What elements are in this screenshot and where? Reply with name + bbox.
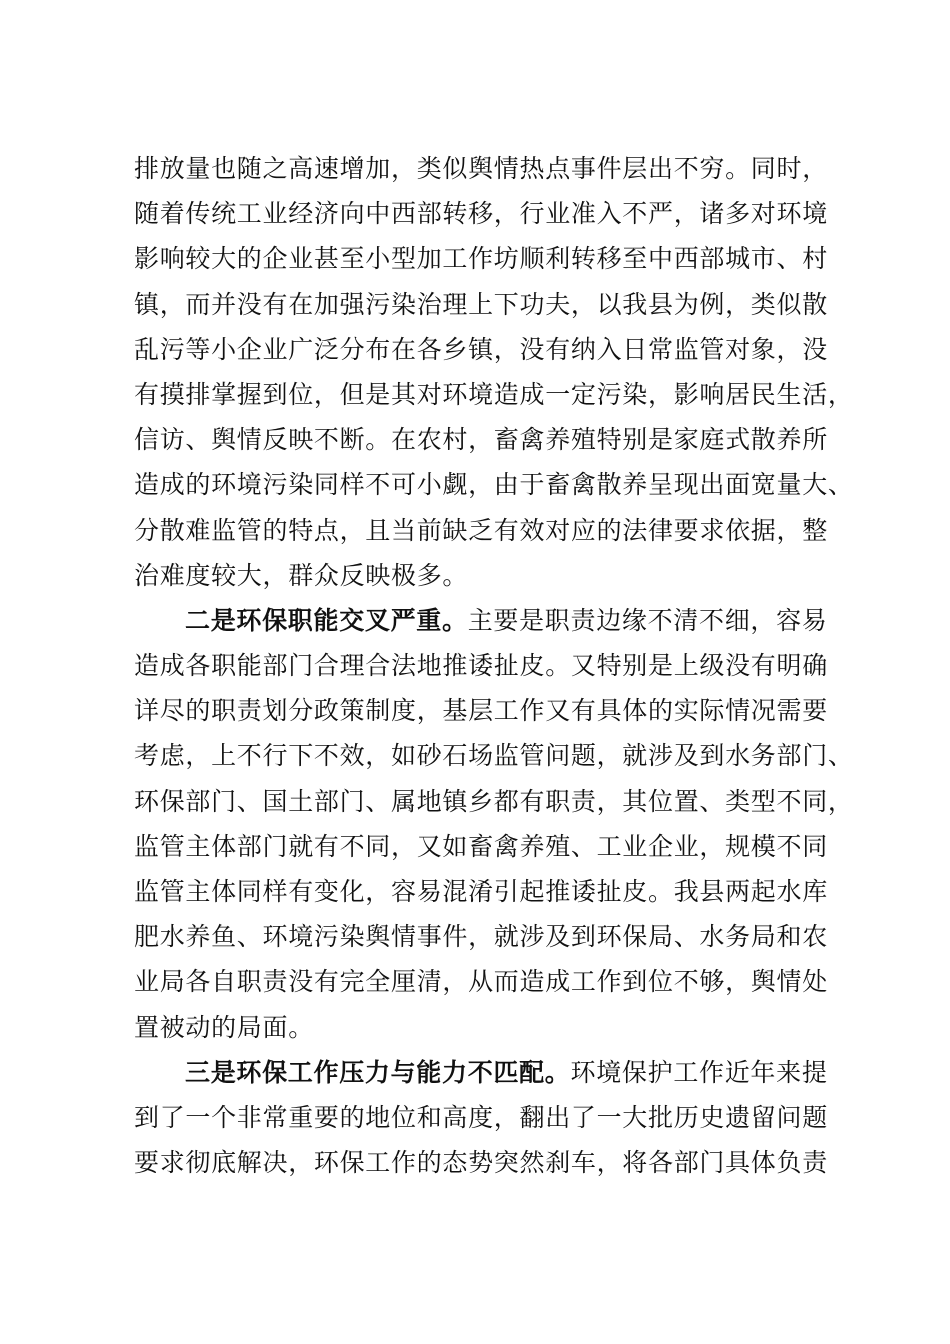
para2-heading: 二是环保职能交叉严重。 (185, 605, 468, 635)
para2-line-4: 考虑，上不行下不效，如砂石场监管问题，就涉及到水务部门、 (134, 741, 854, 771)
para3-line-2: 到了一个非常重要的地位和高度，翻出了一大批历史遗留问题 (134, 1102, 828, 1132)
para2-line-8: 肥水养鱼、环境污染舆情事件，就涉及到环保局、水务局和农 (134, 922, 828, 952)
para1-line-2: 随着传统工业经济向中西部转移，行业准入不严，诸多对环境 (134, 199, 828, 229)
para2-line-5: 环保部门、国土部门、属地镇乡都有职责，其位置、类型不同， (134, 786, 854, 816)
para3-line-3: 要求彻底解决，环保工作的态势突然刹车，将各部门具体负责 (134, 1148, 828, 1178)
para3-line-1 (134, 1050, 834, 1095)
para2-line-6: 监管主体部门就有不同，又如畜禽养殖、工业企业，规模不同 (134, 831, 828, 861)
para1-line-7: 信访、舆情反映不断。在农村，畜禽养殖特别是家庭式散养所 (134, 425, 828, 455)
para3-first-rest: 环境保护工作近年来提 (570, 1057, 828, 1087)
para2-line-1 (134, 598, 834, 643)
para1-line-9: 分散难监管的特点，且当前缺乏有效对应的法律要求依据，整 (134, 515, 828, 545)
para1-line-5: 乱污等小企业广泛分布在各乡镇，没有纳入日常监管对象，没 (134, 334, 828, 364)
para2-line-7: 监管主体同样有变化，容易混淆引起推诿扯皮。我县两起水库 (134, 877, 828, 906)
para3-heading: 三是环保工作压力与能力不匹配。 (185, 1057, 571, 1087)
para2-line-2: 造成各职能部门合理合法地推诿扯皮。又特别是上级没有明确 (134, 651, 828, 681)
para2-line-10: 置被动的局面。 (134, 1012, 314, 1042)
body-text (134, 146, 854, 1185)
para1-line-3: 影响较大的企业甚至小型加工作坊顺利转移至中西部城市、村 (134, 244, 828, 274)
para1-line-1: 排放量也随之高速增加，类似舆情热点事件层出不穷。同时， (134, 154, 828, 183)
para1-line-4: 镇，而并没有在加强污染治理上下功夫，以我县为例，类似散 (134, 289, 828, 319)
para1-line-8: 造成的环境污染同样不可小觑，由于畜禽散养呈现出面宽量大、 (134, 470, 854, 500)
para2-first-rest: 主要是职责边缘不清不细，容易 (467, 605, 828, 635)
para2-line-9: 业局各自职责没有完全厘清，从而造成工作到位不够，舆情处 (134, 967, 828, 997)
para2-line-3: 详尽的职责划分政策制度，基层工作又有具体的实际情况需要 (134, 696, 828, 726)
para1-line-6: 有摸排掌握到位，但是其对环境造成一定污染，影响居民生活， (134, 379, 854, 409)
para1-line-10: 治难度较大，群众反映极多。 (134, 560, 469, 590)
